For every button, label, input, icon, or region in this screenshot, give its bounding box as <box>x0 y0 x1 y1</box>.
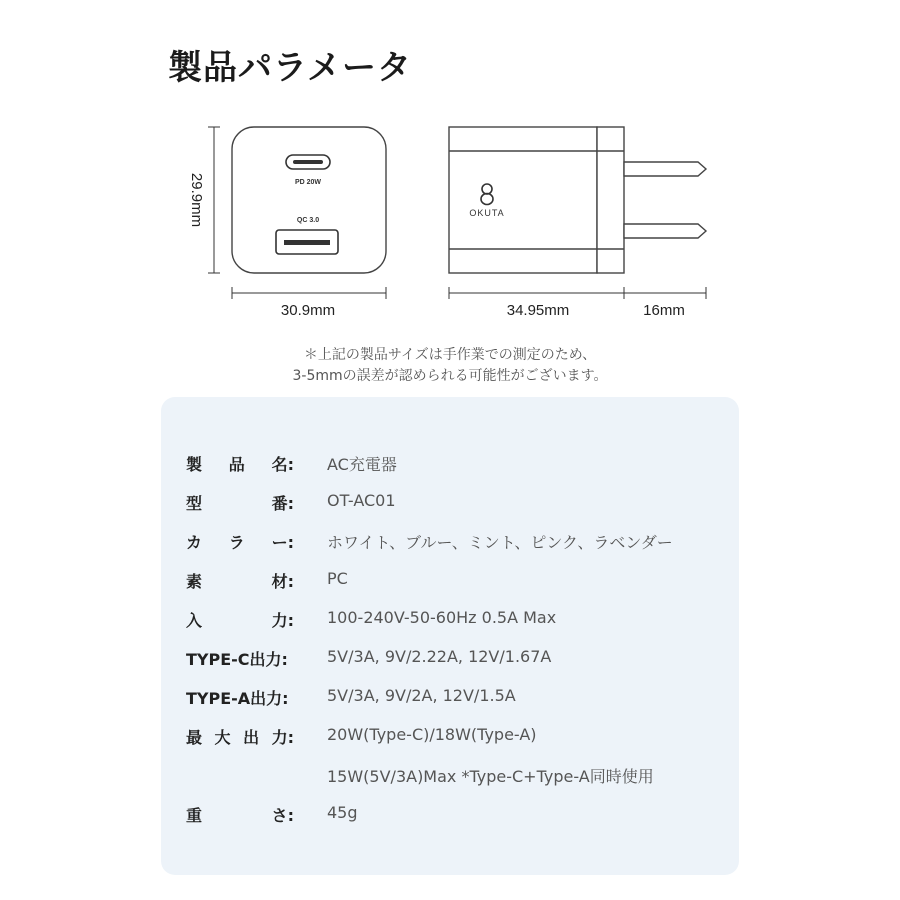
spec-label-part: 素 <box>186 572 203 591</box>
spec-label-part: TYPE-A出力: <box>186 689 289 708</box>
port-c-label: PD 20W <box>294 179 322 186</box>
spec-label-part: 材: <box>271 572 294 591</box>
spec-label <box>186 452 294 475</box>
spec-row <box>161 608 739 632</box>
charger-side-view <box>449 127 706 273</box>
spec-value: OT-AC01 <box>327 491 396 510</box>
charger-front-view <box>232 127 386 273</box>
spec-label-part: 大 <box>214 728 231 747</box>
front-width-dimension <box>232 287 386 299</box>
spec-row <box>161 725 739 749</box>
spec-row <box>161 764 739 788</box>
spec-label-part: 入 <box>186 611 203 630</box>
measurement-note-line2: 3-5mmの誤差が認められる可能性がございます。 <box>292 368 608 384</box>
spec-label-part: 出 <box>243 728 260 747</box>
spec-label-part: ー: <box>271 533 294 552</box>
spec-label <box>186 803 294 826</box>
page-title: 製品パラメータ <box>168 48 412 88</box>
spec-label <box>186 569 294 592</box>
spec-label-part: 力: <box>271 611 294 630</box>
spec-value: 20W(Type-C)/18W(Type-A) <box>327 725 537 744</box>
plug-prong-icon <box>624 224 706 238</box>
spec-row <box>161 530 739 554</box>
spec-label-part: 品 <box>228 455 245 474</box>
spec-label <box>186 647 294 670</box>
spec-row <box>161 686 739 710</box>
front-width-label: 30.9mm <box>280 302 336 319</box>
spec-label-part: 力: <box>271 728 294 747</box>
spec-row <box>161 452 739 476</box>
height-dimension <box>208 127 220 273</box>
spec-label-part: 型 <box>186 494 203 513</box>
spec-panel <box>161 397 739 875</box>
plug-length-label: 16mm <box>643 302 685 319</box>
spec-label-part: ラ <box>228 533 245 552</box>
spec-row <box>161 647 739 671</box>
spec-value: AC充電器 <box>327 455 397 474</box>
spec-row <box>161 569 739 593</box>
spec-value: PC <box>327 569 348 588</box>
body-depth-label: 34.95mm <box>506 302 570 319</box>
height-label: 29.9mm <box>188 172 205 228</box>
spec-label-part: 名: <box>271 455 294 474</box>
spec-value: 45g <box>327 803 358 822</box>
spec-value: 5V/3A, 9V/2.22A, 12V/1.67A <box>327 647 552 666</box>
dimension-diagram <box>0 0 900 340</box>
spec-label-part: カ <box>186 533 203 552</box>
brand-label: OKUTA <box>469 208 505 218</box>
spec-label <box>186 491 294 514</box>
spec-label-part: 番: <box>271 494 294 513</box>
spec-label-part: さ: <box>271 806 294 825</box>
spec-label <box>186 608 294 631</box>
spec-label-part: 製 <box>186 455 203 474</box>
port-a-label: QC 3.0 <box>296 217 320 224</box>
spec-value: ホワイト、ブルー、ミント、ピンク、ラベンダー <box>327 533 673 552</box>
spec-label-part: 重 <box>186 806 203 825</box>
spec-value: 100-240V-50-60Hz 0.5A Max <box>327 608 557 627</box>
measurement-note-line1: ＊上記の製品サイズは手作業での測定のため、 <box>303 347 597 363</box>
spec-label <box>186 530 294 553</box>
plug-prong-icon <box>624 162 706 176</box>
spec-row <box>161 491 739 515</box>
depth-dimension <box>449 287 706 299</box>
spec-label-part: 最 <box>186 728 203 747</box>
spec-value: 15W(5V/3A)Max *Type-C+Type-A同時使用 <box>327 767 654 786</box>
spec-row <box>161 803 739 827</box>
spec-value: 5V/3A, 9V/2A, 12V/1.5A <box>327 686 516 705</box>
spec-label-part: TYPE-C出力: <box>186 650 288 669</box>
spec-label <box>186 725 294 748</box>
spec-label <box>186 686 294 709</box>
